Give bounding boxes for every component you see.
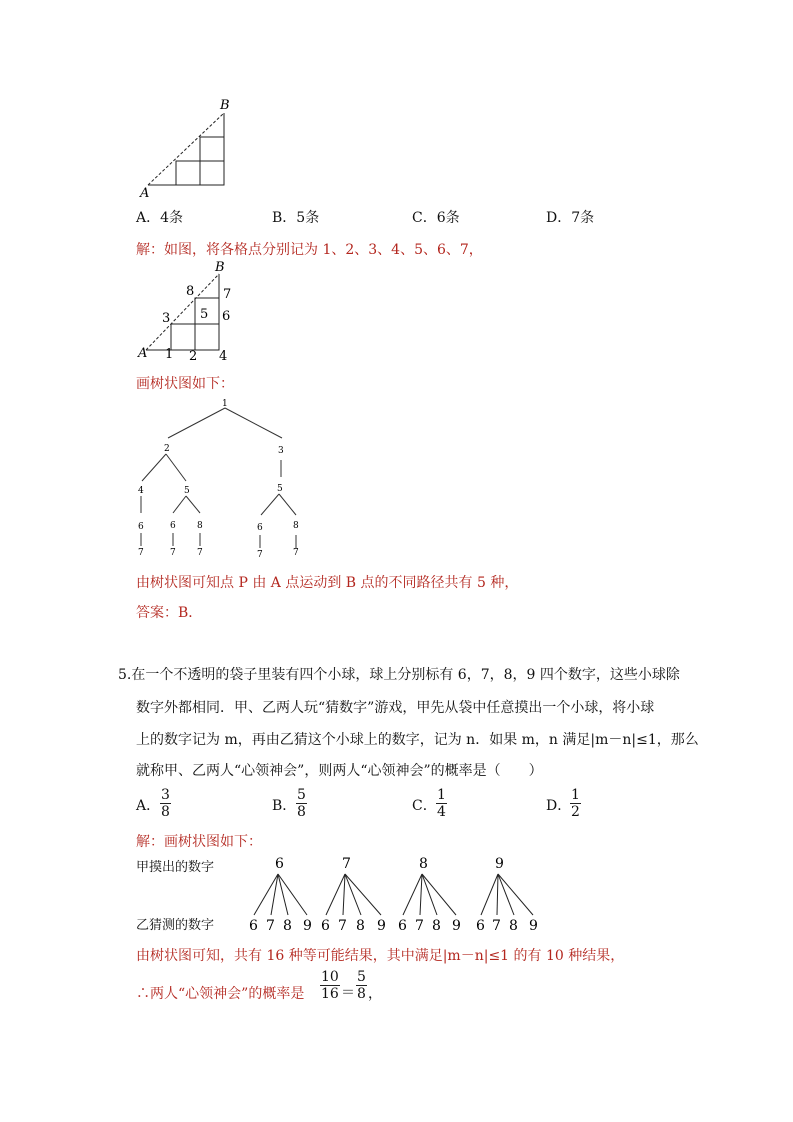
tree-node: 7 xyxy=(197,548,203,558)
q4-option-b[interactable] xyxy=(272,207,319,227)
final-fraction-2: $\frac{5}{8}$ xyxy=(357,969,366,1002)
tree-node: 2 xyxy=(164,444,170,454)
point-label-7: 7 xyxy=(223,287,232,302)
row-label-bottom: 乙猜测的数字 xyxy=(136,918,215,933)
option-fraction: $\frac{1}{4}$ xyxy=(437,787,446,820)
point-label-b: B xyxy=(220,98,230,113)
option-text: 4条 xyxy=(160,210,184,226)
row-label-top: 甲摸出的数字 xyxy=(136,860,215,875)
option-letter: B． xyxy=(272,210,297,226)
tree-leaf: 7 xyxy=(338,918,347,934)
tree-root: 9 xyxy=(495,856,504,872)
option-fraction: $\frac{3}{8}$ xyxy=(161,787,170,820)
tree-leaf: 9 xyxy=(303,918,312,934)
q5-stem-line-4: 就称甲、乙两人“心领神会”，则两人“心领神会”的概率是（ ） xyxy=(136,763,543,779)
point-label-5: 5 xyxy=(200,307,209,322)
point-label-a: A xyxy=(140,186,150,201)
tree-root: 6 xyxy=(275,856,284,872)
tree-node: 5 xyxy=(184,486,190,496)
q5-solution-intro: 解：画树状图如下： xyxy=(136,834,262,850)
tree-node: 8 xyxy=(197,521,203,531)
tree-node: 3 xyxy=(278,446,284,456)
tree-leaf: 9 xyxy=(452,918,461,934)
q4-solution-intro: 解：如图，将各格点分别记为 1、2、3、4、5、6、7， xyxy=(136,242,483,258)
tree-node: 7 xyxy=(293,548,299,558)
point-label-8: 8 xyxy=(186,284,195,299)
q5-option-d[interactable] xyxy=(546,787,606,823)
q5-conclusion: 由树状图可知，共有 16 种等可能结果，其中满足|m－n|≤1 的有 10 种结果， xyxy=(136,948,625,964)
q5-option-b[interactable] xyxy=(272,787,332,823)
q5-option-c[interactable] xyxy=(412,787,472,823)
tree-root: 8 xyxy=(419,856,428,872)
option-letter: B． xyxy=(272,798,297,814)
tree-node: 5 xyxy=(277,484,283,494)
option-letter: D． xyxy=(546,210,572,226)
option-letter: D． xyxy=(546,798,572,814)
q4-option-d[interactable] xyxy=(546,207,594,227)
tree-leaf: 8 xyxy=(432,918,441,934)
q4-conclusion: 由树状图可知点 P 由 A 点运动到 B 点的不同路径共有 5 种， xyxy=(136,575,519,591)
tree-node: 4 xyxy=(138,486,144,496)
point-label-b: B xyxy=(215,260,225,275)
point-label-3: 3 xyxy=(162,311,171,326)
tree-node: 8 xyxy=(293,521,299,531)
q4-option-c[interactable] xyxy=(412,207,460,227)
tree-node: 6 xyxy=(138,522,144,532)
tree-leaf: 6 xyxy=(476,918,485,934)
tree-node: 7 xyxy=(138,548,144,558)
option-text: 5条 xyxy=(296,210,320,226)
point-label-a: A xyxy=(138,346,148,361)
tree-node: 7 xyxy=(257,550,263,560)
q5-option-a[interactable] xyxy=(136,787,196,823)
tree-leaf: 7 xyxy=(415,918,424,934)
point-label-1: 1 xyxy=(165,347,174,362)
tree-leaf: 7 xyxy=(266,918,275,934)
option-letter: A． xyxy=(136,210,161,226)
tree-node: 7 xyxy=(170,548,176,558)
tree-node: 6 xyxy=(170,521,176,531)
option-letter: C． xyxy=(412,798,437,814)
tree-leaf: 8 xyxy=(283,918,292,934)
q5-stem-line-1: 5.在一个不透明的袋子里装有四个小球，球上分别标有 6，7，8，9 四个数字，这些小球除 xyxy=(118,667,680,683)
tree-node: 6 xyxy=(257,523,263,533)
option-fraction: $\frac{1}{2}$ xyxy=(571,787,580,820)
q4-tree-title: 画树状图如下： xyxy=(136,376,234,392)
tree-leaf: 6 xyxy=(249,918,258,934)
option-text: 6条 xyxy=(436,210,460,226)
option-fraction: $\frac{5}{8}$ xyxy=(297,787,306,820)
q5-stem-line-3: 上的数字记为 m，再由乙猜这个小球上的数字，记为 n．如果 m，n 满足|m－n|≤1，那么 xyxy=(136,732,699,748)
point-label-4: 4 xyxy=(219,349,228,364)
q4-answer: 答案：B． xyxy=(136,605,203,621)
grid-figure-1 xyxy=(135,95,245,200)
tree-root: 7 xyxy=(342,856,351,872)
grid-figure-2 xyxy=(135,256,245,366)
final-prefix: ∴两人“心领神会”的概率是 xyxy=(136,986,305,1002)
tree-leaf: 6 xyxy=(398,918,407,934)
tree-leaf: 9 xyxy=(377,918,386,934)
tree-leaf: 7 xyxy=(492,918,501,934)
final-fraction-1: $\frac{10}{16}$ xyxy=(321,969,339,1002)
q4-tree-diagram xyxy=(130,395,320,565)
q5-tree-diagram xyxy=(245,852,550,934)
final-equals: ＝ xyxy=(341,985,355,1001)
point-label-6: 6 xyxy=(222,309,231,324)
tree-leaf: 6 xyxy=(321,918,330,934)
tree-node: 1 xyxy=(222,399,228,409)
option-letter: C． xyxy=(412,210,437,226)
tree-leaf: 8 xyxy=(509,918,518,934)
option-text: 7条 xyxy=(571,210,595,226)
tree-leaf: 9 xyxy=(529,918,538,934)
option-letter: A． xyxy=(136,798,161,814)
q5-stem-line-2: 数字外都相同．甲、乙两人玩“猜数字”游戏，甲先从袋中任意摸出一个小球，将小球 xyxy=(136,700,655,716)
tree-leaf: 8 xyxy=(356,918,365,934)
point-label-2: 2 xyxy=(189,349,198,364)
q4-option-a[interactable] xyxy=(136,207,183,227)
final-suffix: ， xyxy=(368,986,382,1002)
q5-final-line xyxy=(136,969,436,1009)
